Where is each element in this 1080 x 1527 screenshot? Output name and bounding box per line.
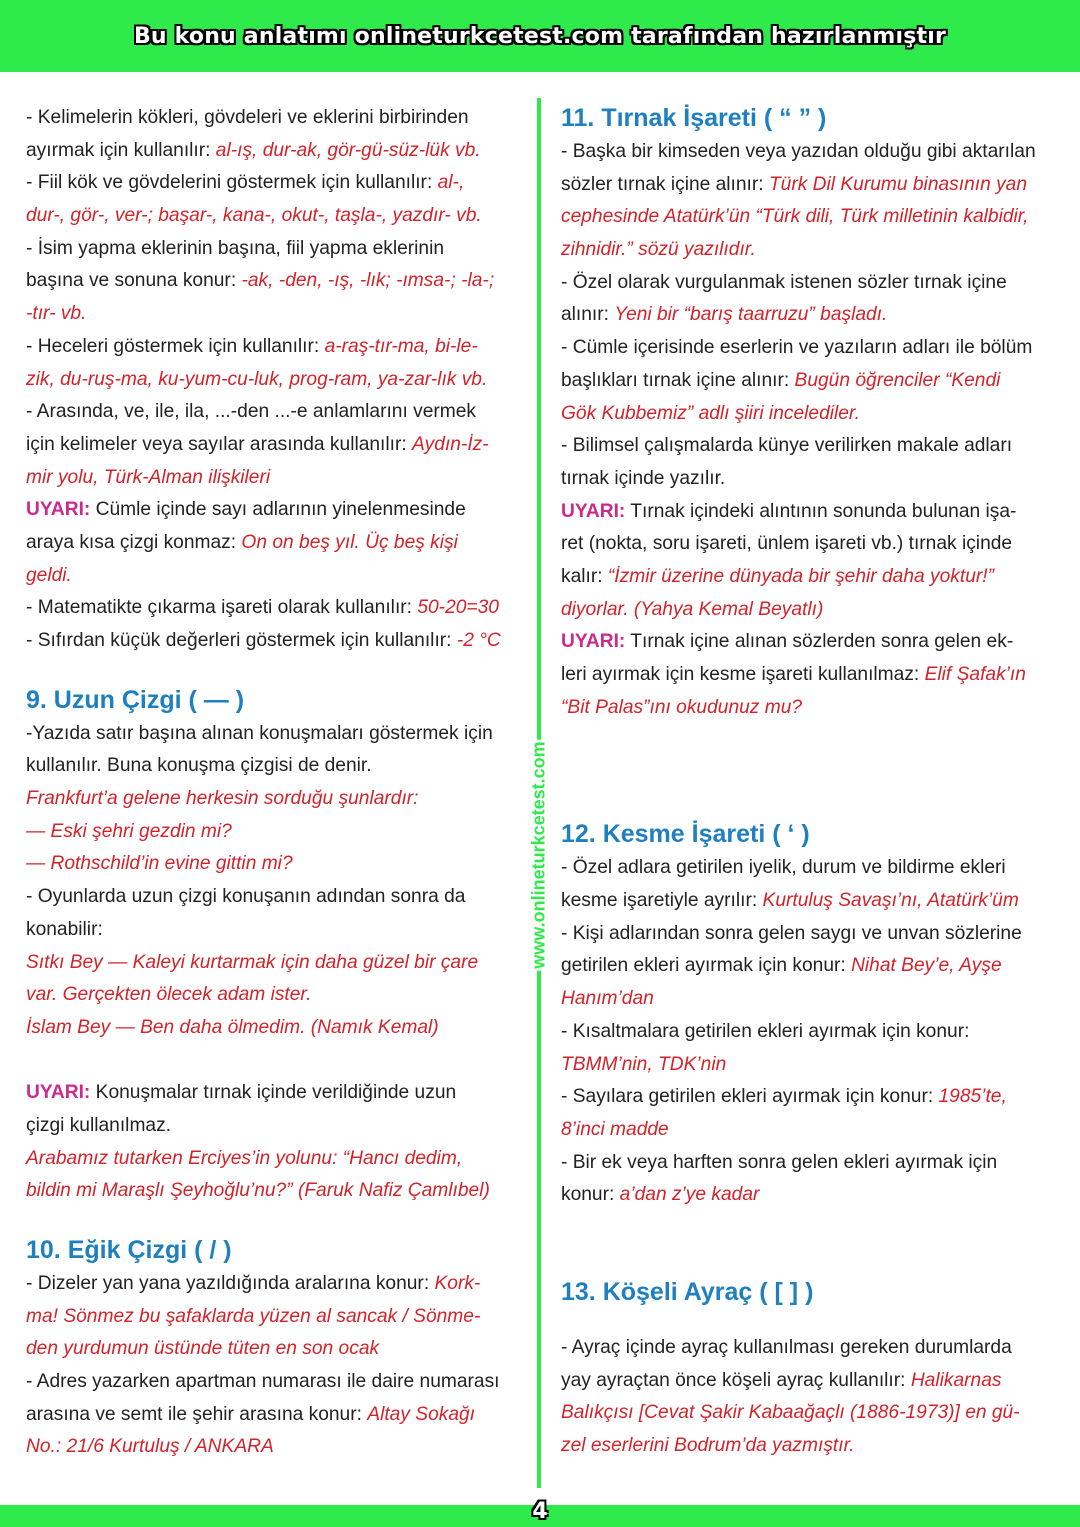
example-text: Altay Sokağı: [367, 1403, 476, 1425]
text-line: - Başka bir kimseden veya yazıdan olduğu gibi aktarılan: [561, 141, 1036, 162]
example-text: Yeni bir “barış taarruzu” başladı.: [614, 304, 888, 326]
warning-line: UYARI: Konuşmalar tırnak içinde verildiğinde uzun: [26, 1082, 457, 1104]
text-line: - Arasında, ve, ile, ila, ...-den ...-e anlamlarını vermek: [26, 401, 477, 423]
example-text: zihnidir.” sözü yazılıdır.: [561, 239, 756, 261]
text-line: kalır: “İzmir üzerine dünyada bir şehir daha yoktur!”: [561, 565, 994, 587]
section-heading-13: 13. Köşeli Ayraç ( [ ] ): [561, 1277, 814, 1306]
header-banner-text: Bu konu anlatımı onlineturkcetest.com tarafından hazırlanmıştır: [133, 23, 947, 49]
example-text: al-ış, dur-ak, gör-gü-süz-lük vb.: [215, 139, 481, 161]
text-line: - Adres yazarken apartman numarası ile daire numarası: [26, 1371, 500, 1393]
example-text: var. Gerçekten ölecek adam ister.: [26, 984, 312, 1006]
text-line: kullanılır. Buna konuşma çizgisi de denir.: [26, 755, 372, 777]
example-text: -tır- vb.: [26, 303, 87, 325]
example-text: Sıtkı Bey — Kaleyi kurtarmak için daha güzel bir çare: [26, 951, 479, 973]
text-line: için kelimeler veya sayılar arasında kullanılır: Aydın-İz-: [26, 433, 489, 455]
text-line: ayırmak için kullanılır: al-ış, dur-ak, gör-gü-süz-lük vb.: [26, 139, 481, 161]
text-line: araya kısa çizgi konmaz: On on beş yıl. Üç beş kişi: [26, 531, 458, 553]
example-text: Balıkçısı [Cevat Şakir Kabaağaçlı (1886-1973)] en gü-: [561, 1402, 1020, 1424]
example-text: Hanım’dan: [561, 988, 654, 1010]
warning-label: UYARI:: [26, 499, 91, 521]
example-text: a-raş-tır-ma, bi-le-: [324, 335, 478, 357]
example-text: -2 °C: [456, 630, 501, 651]
text-line: - Matematikte çıkarma işareti olarak kullanılır: 50-20=30: [26, 597, 499, 619]
example-text: Bugün öğrenciler “Kendi: [794, 369, 1001, 391]
text-line: - Kısaltmalara getirilen ekleri ayırmak için konur:: [561, 1020, 970, 1042]
text-line: arasına ve semt ile şehir arasına konur: Altay Sokağı: [26, 1403, 476, 1425]
text-line: - Özel adlara getirilen iyelik, durum ve bildirme ekleri: [561, 857, 1006, 879]
text-line: - Heceleri göstermek için kullanılır: a-raş-tır-ma, bi-le-: [26, 335, 478, 357]
text-line: konabilir:: [26, 918, 103, 940]
example-text: Türk Dil Kurumu binasının yan: [768, 173, 1028, 195]
example-text: Gök Kubbemiz” adlı şiiri incelediler.: [561, 402, 860, 424]
warning-label: UYARI:: [561, 631, 626, 653]
text-line: başlıkları tırnak içine alınır: Bugün öğrenciler “Kendi: [561, 369, 1001, 391]
page-number: 4: [532, 1499, 548, 1524]
warning-line: UYARI: Tırnak içine alınan sözlerden sonra gelen ek-: [561, 631, 1014, 653]
text-line: - Fiil kök ve gövdelerini göstermek için kullanılır: al-,: [26, 172, 465, 194]
section-heading-10: 10. Eğik Çizgi ( / ): [26, 1236, 232, 1264]
warning-line: UYARI: Cümle içinde sayı adlarının yinelenmesinde: [26, 499, 466, 521]
text-line: başına ve sonuna konur: -ak, -den, -ış, -lık; -ımsa-; -la-;: [26, 270, 495, 292]
warning-label: UYARI:: [561, 500, 626, 522]
example-text: dur-, gör-, ver-; başar-, kana-, okut-, taşla-, yazdır- vb.: [26, 205, 482, 227]
example-text: — Eski şehri gezdin mi?: [26, 820, 232, 842]
text-line: - Dizeler yan yana yazıldığında aralarına konur: Kork-: [26, 1273, 481, 1294]
text-line: sözler tırnak içine alınır: Türk Dil Kurumu binasının yan: [561, 173, 1028, 195]
text-line: getirilen ekleri ayırmak için konur: Nihat Bey’e, Ayşe: [561, 955, 1002, 977]
text-line: - Oyunlarda uzun çizgi konuşanın adından sonra da: [26, 886, 466, 908]
section-heading-12: 12. Kesme İşareti ( ‘ ): [561, 820, 810, 849]
section-heading-9: 9. Uzun Çizgi ( — ): [26, 685, 245, 714]
text-line: yay ayraçtan önce köşeli ayraç kullanılır: Halikarnas: [561, 1369, 1002, 1391]
right-column: [561, 100, 1066, 1463]
text-line: konur: a’dan z’ye kadar: [561, 1184, 760, 1206]
text-line: çizgi kullanılmaz.: [26, 1114, 172, 1136]
text-line: ret (nokta, soru işareti, ünlem işareti vb.) tırnak içinde: [561, 533, 1013, 555]
example-text: İslam Bey — Ben daha ölmedim. (Namık Kemal): [26, 1016, 439, 1038]
example-text: cephesinde Atatürk’ün “Türk dili, Türk milletinin kalbidir,: [561, 206, 1029, 228]
example-text: Arabamız tutarken Erciyes’in yolunu: “Hancı dedim,: [26, 1147, 463, 1169]
section-heading-11: 11. Tırnak İşareti ( “ ” ): [561, 104, 827, 132]
example-text: Kork-: [434, 1273, 481, 1294]
left-column: [26, 102, 531, 1464]
example-text: 50-20=30: [417, 597, 499, 619]
text-line: - Kelimelerin kökleri, gövdeleri ve eklerini birbirinden: [26, 107, 469, 128]
example-text: 8’inci madde: [561, 1118, 669, 1140]
example-text: Nihat Bey’e, Ayşe: [851, 955, 1002, 977]
example-text: den yurdumun üstünde tüten en son ocak: [26, 1338, 380, 1360]
text-line: tırnak içinde yazılır.: [561, 467, 726, 489]
text-line: leri ayırmak için kesme işareti kullanılmaz: Elif Şafak’ın: [561, 664, 1026, 685]
text-line: - Sıfırdan küçük değerleri göstermek için kullanılır: -2 °C: [26, 630, 501, 651]
warning-label: UYARI:: [26, 1082, 91, 1104]
example-text: Kurtuluş Savaşı’nı, Atatürk’üm: [762, 890, 1019, 912]
example-text: ma! Sönmez bu şafaklarda yüzen al sancak / Sönme-: [26, 1305, 481, 1327]
text-line: - Bir ek veya harften sonra gelen ekleri ayırmak için: [561, 1151, 998, 1173]
example-text: zik, du-ruş-ma, ku-yum-cu-luk, prog-ram, ya-zar-lık vb.: [26, 368, 488, 390]
example-text: mir yolu, Türk-Alman ilişkileri: [26, 466, 271, 488]
example-text: diyorlar. (Yahya Kemal Beyatlı): [561, 598, 824, 620]
example-text: Frankfurt’a gelene herkesin sorduğu şunlardır:: [26, 788, 419, 810]
text-line: - Kişi adlarından sonra gelen saygı ve unvan sözlerine: [561, 922, 1022, 944]
example-text: No.: 21/6 Kurtuluş / ANKARA: [26, 1436, 274, 1458]
example-text: TBMM’nin, TDK’nin: [561, 1053, 727, 1075]
header-banner: [0, 0, 1080, 72]
example-text: bildin mi Maraşlı Şeyhoğlu’nu?” (Faruk Nafiz Çamlıbel): [26, 1180, 490, 1202]
example-text: Elif Şafak’ın: [924, 664, 1026, 685]
side-brand-text: www.onlineturkcetest.com: [528, 741, 549, 969]
example-text: -ak, -den, -ış, -lık; -ımsa-; -la-;: [241, 270, 495, 292]
text-line: - İsim yapma eklerinin başına, fiil yapma eklerinin: [26, 237, 445, 259]
text-line: - Cümle içerisinde eserlerin ve yazıların adları ile bölüm: [561, 337, 1033, 359]
example-text: Halikarnas: [910, 1369, 1002, 1391]
text-line: alınır: Yeni bir “barış taarruzu” başladı.: [561, 304, 888, 326]
example-text: “İzmir üzerine dünyada bir şehir daha yoktur!”: [607, 565, 994, 587]
example-text: 1985’te,: [938, 1086, 1007, 1108]
example-text: zel eserlerini Bodrum’da yazmıştır.: [561, 1435, 855, 1456]
text-line: kesme işaretiyle ayrılır: Kurtuluş Savaşı’nı, Atatürk’üm: [561, 890, 1019, 912]
example-text: “Bit Palas”ını okudunuz mu?: [561, 696, 803, 718]
text-line: - Bilimsel çalışmalarda künye verilirken makale adları: [561, 435, 1013, 457]
text-line: - Sayılara getirilen ekleri ayırmak için konur: 1985’te,: [561, 1086, 1007, 1108]
example-text: al-,: [437, 172, 465, 194]
example-text: a’dan z’ye kadar: [619, 1184, 760, 1206]
text-line: -Yazıda satır başına alınan konuşmaları göstermek için: [26, 722, 493, 744]
example-text: geldi.: [26, 564, 72, 586]
example-text: On on beş yıl. Üç beş kişi: [241, 531, 458, 553]
text-line: - Ayraç içinde ayraç kullanılması gereken durumlarda: [561, 1336, 1012, 1358]
example-text: Aydın-İz-: [412, 433, 489, 455]
example-text: — Rothschild’in evine gittin mi?: [26, 853, 293, 875]
text-line: - Özel olarak vurgulanmak istenen sözler tırnak içine: [561, 271, 1007, 293]
warning-line: UYARI: Tırnak içindeki alıntının sonunda bulunan işa-: [561, 500, 1017, 522]
